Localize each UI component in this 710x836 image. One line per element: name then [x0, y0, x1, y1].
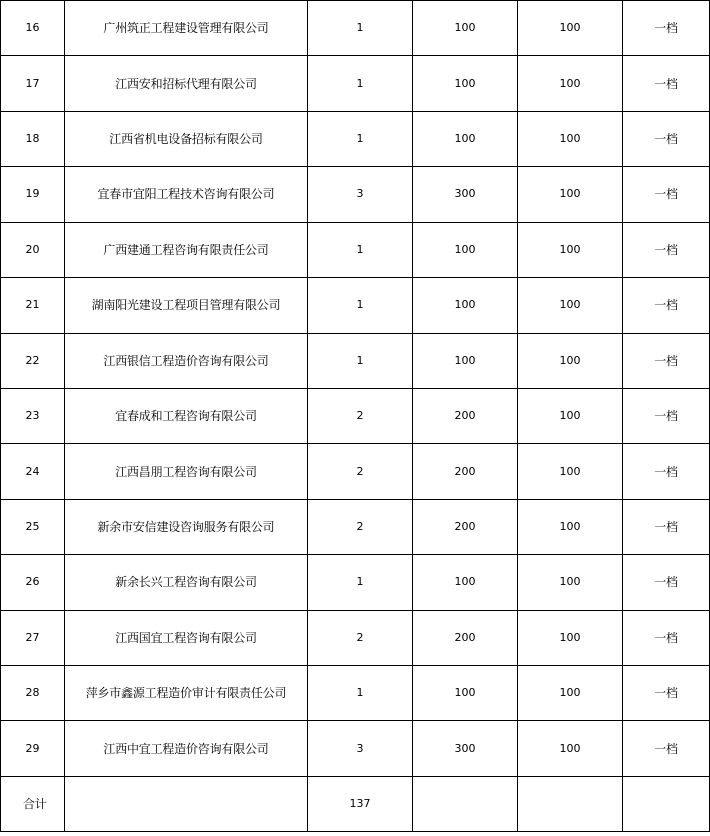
count-cell: 1 [308, 56, 413, 111]
table-row [1, 333, 710, 388]
row-number-cell: 19 [1, 167, 65, 222]
amount-cell: 100 [413, 1, 518, 56]
count-cell: 1 [308, 111, 413, 166]
count-cell: 2 [308, 610, 413, 665]
row-number-cell: 28 [1, 666, 65, 721]
grade-cell: 一档 [623, 610, 710, 665]
grade-cell: 一档 [623, 499, 710, 554]
company-name-cell: 广州筑正工程建设管理有限公司 [65, 1, 308, 56]
total-empty-cell [518, 776, 623, 831]
score-cell: 100 [518, 444, 623, 499]
company-name-cell: 江西昌朋工程咨询有限公司 [65, 444, 308, 499]
count-cell: 1 [308, 333, 413, 388]
amount-cell: 200 [413, 610, 518, 665]
table-row [1, 444, 710, 499]
company-name-cell: 新余市安信建设咨询服务有限公司 [65, 499, 308, 554]
score-cell: 100 [518, 1, 623, 56]
amount-cell: 100 [413, 111, 518, 166]
grade-cell: 一档 [623, 666, 710, 721]
table-row [1, 499, 710, 554]
table-row [1, 721, 710, 776]
amount-cell: 200 [413, 499, 518, 554]
amount-cell: 300 [413, 721, 518, 776]
grade-cell: 一档 [623, 167, 710, 222]
company-name-cell: 湖南阳光建设工程项目管理有限公司 [65, 278, 308, 333]
row-number-cell: 16 [1, 1, 65, 56]
score-cell: 100 [518, 388, 623, 443]
table-row [1, 388, 710, 443]
row-number-cell: 22 [1, 333, 65, 388]
score-cell: 100 [518, 721, 623, 776]
row-number-cell: 17 [1, 56, 65, 111]
grade-cell: 一档 [623, 388, 710, 443]
grade-cell: 一档 [623, 56, 710, 111]
amount-cell: 200 [413, 388, 518, 443]
company-name-cell: 广西建通工程咨询有限责任公司 [65, 222, 308, 277]
count-cell: 1 [308, 222, 413, 277]
score-cell: 100 [518, 278, 623, 333]
grade-cell: 一档 [623, 222, 710, 277]
count-cell: 3 [308, 721, 413, 776]
table-row [1, 610, 710, 665]
amount-cell: 100 [413, 555, 518, 610]
row-number-cell: 25 [1, 499, 65, 554]
amount-cell: 100 [413, 56, 518, 111]
amount-cell: 100 [413, 222, 518, 277]
score-cell: 100 [518, 499, 623, 554]
total-row [1, 776, 710, 831]
table-body [1, 1, 710, 832]
score-cell: 100 [518, 666, 623, 721]
total-count-cell: 137 [308, 776, 413, 831]
score-cell: 100 [518, 610, 623, 665]
table-row [1, 278, 710, 333]
row-number-cell: 20 [1, 222, 65, 277]
total-empty-cell [413, 776, 518, 831]
table-row [1, 555, 710, 610]
company-name-cell: 江西中宜工程造价咨询有限公司 [65, 721, 308, 776]
company-name-cell: 江西银信工程造价咨询有限公司 [65, 333, 308, 388]
company-name-cell: 宜春成和工程咨询有限公司 [65, 388, 308, 443]
count-cell: 1 [308, 666, 413, 721]
score-cell: 100 [518, 222, 623, 277]
row-number-cell: 23 [1, 388, 65, 443]
total-label-cell: 合计 [1, 776, 65, 831]
score-cell: 100 [518, 167, 623, 222]
total-empty-cell [623, 776, 710, 831]
row-number-cell: 18 [1, 111, 65, 166]
score-cell: 100 [518, 555, 623, 610]
row-number-cell: 29 [1, 721, 65, 776]
amount-cell: 100 [413, 333, 518, 388]
score-cell: 100 [518, 111, 623, 166]
count-cell: 2 [308, 388, 413, 443]
grade-cell: 一档 [623, 444, 710, 499]
count-cell: 2 [308, 444, 413, 499]
amount-cell: 100 [413, 278, 518, 333]
count-cell: 1 [308, 1, 413, 56]
score-cell: 100 [518, 56, 623, 111]
grade-cell: 一档 [623, 555, 710, 610]
row-number-cell: 24 [1, 444, 65, 499]
table-row [1, 222, 710, 277]
table-row [1, 167, 710, 222]
row-number-cell: 26 [1, 555, 65, 610]
grade-cell: 一档 [623, 1, 710, 56]
table-row [1, 56, 710, 111]
amount-cell: 200 [413, 444, 518, 499]
company-name-cell: 江西省机电设备招标有限公司 [65, 111, 308, 166]
grade-cell: 一档 [623, 333, 710, 388]
company-name-cell: 新余长兴工程咨询有限公司 [65, 555, 308, 610]
count-cell: 2 [308, 499, 413, 554]
total-empty-cell [65, 776, 308, 831]
company-name-cell: 江西安和招标代理有限公司 [65, 56, 308, 111]
amount-cell: 100 [413, 666, 518, 721]
row-number-cell: 27 [1, 610, 65, 665]
amount-cell: 300 [413, 167, 518, 222]
company-name-cell: 宜春市宜阳工程技术咨询有限公司 [65, 167, 308, 222]
company-name-cell: 萍乡市鑫源工程造价审计有限责任公司 [65, 666, 308, 721]
count-cell: 1 [308, 555, 413, 610]
grade-cell: 一档 [623, 111, 710, 166]
grade-cell: 一档 [623, 278, 710, 333]
table-row [1, 666, 710, 721]
company-name-cell: 江西国宜工程咨询有限公司 [65, 610, 308, 665]
score-cell: 100 [518, 333, 623, 388]
table-row [1, 1, 710, 56]
grade-cell: 一档 [623, 721, 710, 776]
table-row [1, 111, 710, 166]
row-number-cell: 21 [1, 278, 65, 333]
count-cell: 1 [308, 278, 413, 333]
count-cell: 3 [308, 167, 413, 222]
